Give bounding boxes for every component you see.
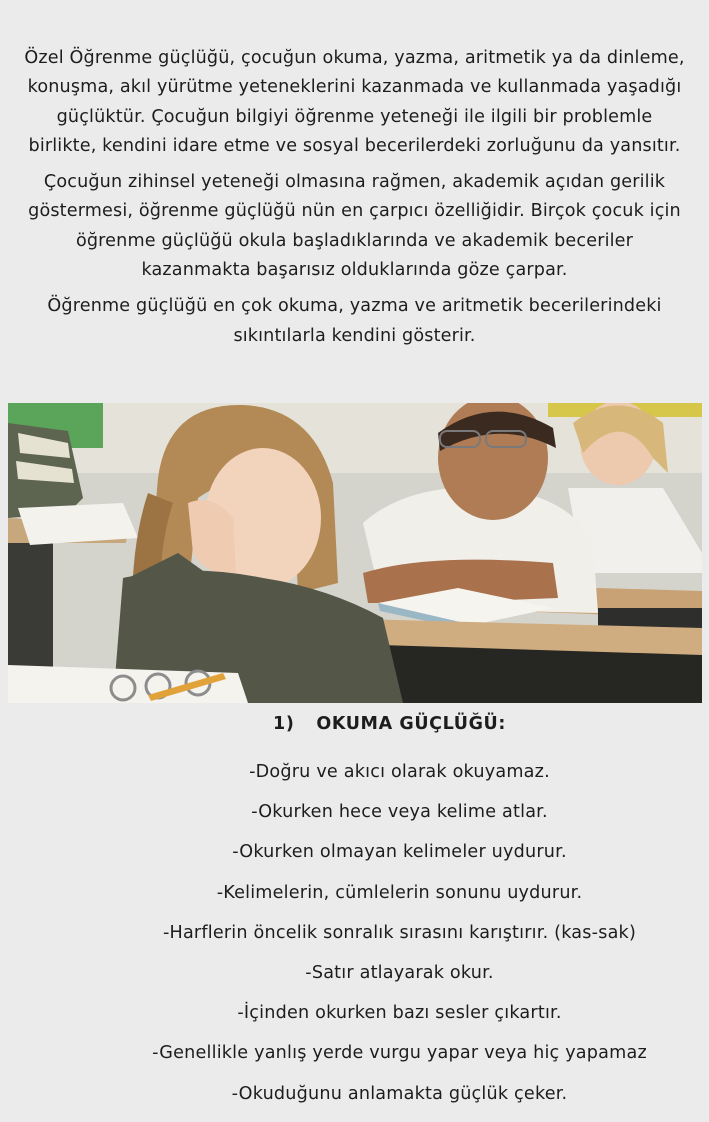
list-item: -Harflerin öncelik sonralık sırasını karıştırır. (kas-sak) bbox=[162, 922, 637, 943]
section-title-text: OKUMA GÜÇLÜĞÜ: bbox=[316, 714, 506, 734]
list-item: -İçinden okurken bazı sesler çıkartır. bbox=[237, 1003, 562, 1024]
intro-paragraph-1: Özel Öğrenme güçlüğü, çocuğun okuma, yazma, aritmetik ya da dinleme, konuşma, akıl yürütme yeteneklerini kazanmada ve kullanmada yaşadığı güçlüktür. Çocuğun bilgiyi öğrenme yeteneği ile ilgili bir problemle birlikte, kendini idare etme ve sosyal becerilerdeki zorluğunu da yansıtır. bbox=[24, 48, 685, 156]
list-item: -Okuduğunu anlamakta güçlük çeker. bbox=[231, 1083, 568, 1104]
list-item: -Kelimelerin, cümlelerin sonunu uydurur. bbox=[216, 882, 583, 903]
intro-paragraph-2: Çocuğun zihinsel yeteneği olmasına rağmen, akademik açıdan gerilik göstermesi, öğrenme güçlüğü nün en çarpıcı özelliğidir. Birçok çocuk için öğrenme güçlüğü okula başladıklarında ve akademik beceriler kazanmakta başarısız olduklarında göze çarpar. bbox=[28, 172, 681, 281]
list-item: -Genellikle yanlış yerde vurgu yapar veya hiç yapamaz bbox=[152, 1043, 647, 1064]
symptom-list bbox=[0, 752, 709, 1114]
intro-paragraph-3: Öğrenme güçlüğü en çok okuma, yazma ve aritmetik becerilerindeki sıkıntılarla kendini gösterir. bbox=[47, 296, 662, 346]
list-item: -Okurken hece veya kelime atlar. bbox=[251, 802, 548, 823]
classroom-photo bbox=[8, 403, 702, 703]
intro-text bbox=[24, 44, 685, 358]
list-item: -Satır atlayarak okur. bbox=[305, 962, 494, 983]
list-item: -Doğru ve akıcı olarak okuyamaz. bbox=[249, 762, 550, 782]
list-item: -Okurken olmayan kelimeler uydurur. bbox=[232, 842, 567, 863]
section-heading bbox=[0, 714, 709, 734]
section-number: 1) bbox=[273, 714, 295, 734]
